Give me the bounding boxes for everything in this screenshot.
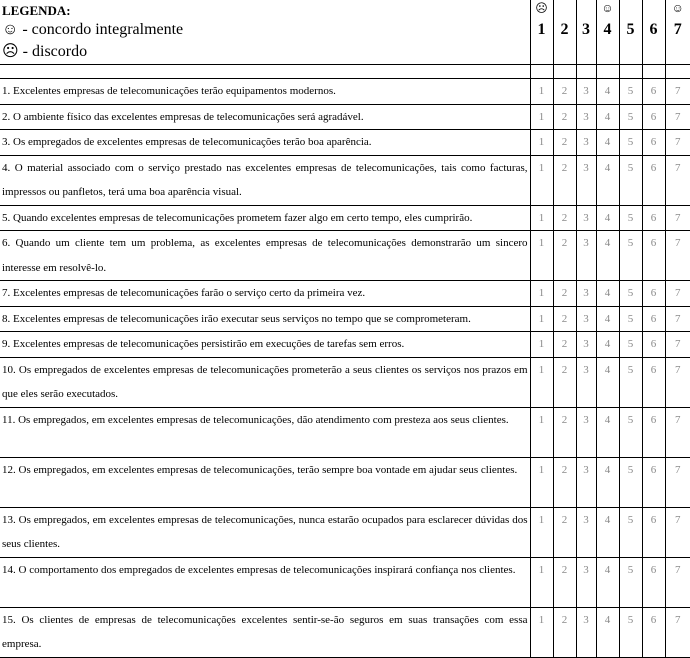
rating-option-5[interactable]: 5 [619,155,642,205]
rating-option-2[interactable]: 2 [553,155,576,205]
rating-option-1[interactable]: 1 [530,407,553,457]
sad-face-icon: ☹ [531,1,553,15]
rating-option-1[interactable]: 1 [530,79,553,105]
question-row [0,104,690,130]
question-row [0,79,690,105]
legend-disagree: ☹ - discordo [2,41,527,63]
rating-option-5[interactable]: 5 [619,507,642,557]
rating-option-3[interactable]: 3 [576,130,596,156]
rating-option-6[interactable]: 6 [642,407,665,457]
rating-option-7[interactable]: 7 [665,155,690,205]
rating-option-1[interactable]: 1 [530,231,553,281]
rating-option-5[interactable]: 5 [619,407,642,457]
rating-option-5[interactable]: 5 [619,557,642,607]
rating-option-6[interactable]: 6 [642,357,665,407]
rating-option-4[interactable]: 4 [596,155,619,205]
rating-option-7[interactable]: 7 [665,457,690,507]
rating-option-2[interactable]: 2 [553,281,576,307]
rating-option-5[interactable]: 5 [619,104,642,130]
rating-option-7[interactable]: 7 [665,407,690,457]
rating-option-3[interactable]: 3 [576,407,596,457]
rating-option-6[interactable]: 6 [642,79,665,105]
rating-option-3[interactable]: 3 [576,607,596,657]
rating-option-6[interactable]: 6 [642,507,665,557]
scale-header-5: 5 [619,0,642,65]
rating-option-6[interactable]: 6 [642,205,665,231]
rating-option-2[interactable]: 2 [553,79,576,105]
question-text: 12. Os empregados, em excelentes empresas de telecomunicações, terão sempre boa vontade em ajudar seus clientes. [0,457,530,507]
rating-option-4[interactable]: 4 [596,306,619,332]
question-text: 7. Excelentes empresas de telecomunicações farão o serviço certo da primeira vez. [0,281,530,307]
rating-option-4[interactable]: 4 [596,231,619,281]
rating-option-4[interactable]: 4 [596,607,619,657]
rating-option-3[interactable]: 3 [576,79,596,105]
question-row [0,357,690,407]
question-row [0,557,690,607]
rating-option-7[interactable]: 7 [665,130,690,156]
rating-option-1[interactable]: 1 [530,104,553,130]
legend-title: LEGENDA: [2,2,527,19]
rating-option-2[interactable]: 2 [553,557,576,607]
rating-option-3[interactable]: 3 [576,507,596,557]
rating-option-7[interactable]: 7 [665,79,690,105]
rating-option-1[interactable]: 1 [530,607,553,657]
rating-option-5[interactable]: 5 [619,231,642,281]
rating-option-4[interactable]: 4 [596,104,619,130]
question-row [0,205,690,231]
question-text: 9. Excelentes empresas de telecomunicações persistirão em execuções de tarefas sem erros. [0,332,530,358]
rating-option-5[interactable]: 5 [619,457,642,507]
rating-option-7[interactable]: 7 [665,557,690,607]
scale-header-7: ☺ 7 [665,0,690,65]
rating-option-1[interactable]: 1 [530,281,553,307]
question-text: 3. Os empregados de excelentes empresas de telecomunicações terão boa aparência. [0,130,530,156]
rating-option-3[interactable]: 3 [576,231,596,281]
rating-option-1[interactable]: 1 [530,130,553,156]
question-row [0,281,690,307]
rating-option-2[interactable]: 2 [553,407,576,457]
rating-option-3[interactable]: 3 [576,155,596,205]
scale-header-6: 6 [642,0,665,65]
rating-option-1[interactable]: 1 [530,306,553,332]
rating-option-4[interactable]: 4 [596,407,619,457]
rating-option-1[interactable]: 1 [530,155,553,205]
rating-option-4[interactable]: 4 [596,457,619,507]
rating-option-5[interactable]: 5 [619,607,642,657]
question-text: 8. Excelentes empresas de telecomunicações irão executar seus serviços no tempo que se comprometeram. [0,306,530,332]
question-row [0,457,690,507]
rating-option-2[interactable]: 2 [553,357,576,407]
question-text: 13. Os empregados, em excelentes empresas de telecomunicações, nunca estarão ocupados para esclarecer dúvidas dos seus clientes. [0,507,530,557]
rating-option-3[interactable]: 3 [576,306,596,332]
question-row [0,231,690,281]
question-row [0,507,690,557]
rating-option-3[interactable]: 3 [576,457,596,507]
legend [0,0,530,65]
question-row [0,607,690,657]
question-text: 10. Os empregados de excelentes empresas de telecomunicações prometerão a seus clientes os serviços nos prazos em que eles serão executados. [0,357,530,407]
rating-option-4[interactable]: 4 [596,281,619,307]
rating-option-1[interactable]: 1 [530,332,553,358]
scale-header-4: ☺ 4 [596,0,619,65]
question-row [0,332,690,358]
rating-option-2[interactable]: 2 [553,457,576,507]
scale-header-1: ☹ 1 [530,0,553,65]
rating-option-2[interactable]: 2 [553,607,576,657]
rating-option-4[interactable]: 4 [596,557,619,607]
header-row [0,0,690,65]
rating-option-5[interactable]: 5 [619,332,642,358]
rating-option-1[interactable]: 1 [530,507,553,557]
rating-option-4[interactable]: 4 [596,130,619,156]
rating-option-6[interactable]: 6 [642,332,665,358]
rating-option-2[interactable]: 2 [553,332,576,358]
question-text: 15. Os clientes de empresas de telecomunicações excelentes sentir-se-ão seguros em suas transações com essa empresa. [0,607,530,657]
rating-option-5[interactable]: 5 [619,306,642,332]
rating-option-7[interactable]: 7 [665,306,690,332]
rating-option-2[interactable]: 2 [553,205,576,231]
scale-header-2: 2 [553,0,576,65]
rating-option-6[interactable]: 6 [642,231,665,281]
spacer-row [0,65,690,79]
rating-option-2[interactable]: 2 [553,130,576,156]
question-row [0,407,690,457]
question-row [0,130,690,156]
rating-option-6[interactable]: 6 [642,457,665,507]
rating-option-7[interactable]: 7 [665,357,690,407]
rating-option-1[interactable]: 1 [530,357,553,407]
question-text: 11. Os empregados, em excelentes empresas de telecomunicações, dão atendimento com presteza aos seus clientes. [0,407,530,457]
rating-option-2[interactable]: 2 [553,306,576,332]
rating-option-4[interactable]: 4 [596,205,619,231]
question-text: 1. Excelentes empresas de telecomunicações terão equipamentos modernos. [0,79,530,105]
rating-option-7[interactable]: 7 [665,231,690,281]
rating-option-5[interactable]: 5 [619,281,642,307]
rating-option-1[interactable]: 1 [530,557,553,607]
rating-option-6[interactable]: 6 [642,155,665,205]
rating-option-3[interactable]: 3 [576,281,596,307]
question-text: 14. O comportamento dos empregados de excelentes empresas de telecomunicações inspirará confiança nos clientes. [0,557,530,607]
rating-option-1[interactable]: 1 [530,457,553,507]
rating-option-6[interactable]: 6 [642,557,665,607]
rating-option-3[interactable]: 3 [576,332,596,358]
rating-option-3[interactable]: 3 [576,357,596,407]
rating-option-6[interactable]: 6 [642,130,665,156]
question-text: 6. Quando um cliente tem um problema, as excelentes empresas de telecomunicações demonstrarão um sincero interesse em resolvê-lo. [0,231,530,281]
rating-option-5[interactable]: 5 [619,357,642,407]
smiley-face-icon: ☺ [597,1,619,15]
rating-option-5[interactable]: 5 [619,205,642,231]
rating-option-2[interactable]: 2 [553,104,576,130]
rating-option-2[interactable]: 2 [553,231,576,281]
legend-agree: ☺ - concordo integralmente [2,19,527,41]
rating-option-5[interactable]: 5 [619,79,642,105]
rating-option-7[interactable]: 7 [665,205,690,231]
rating-option-7[interactable]: 7 [665,507,690,557]
rating-option-7[interactable]: 7 [665,104,690,130]
question-text: 5. Quando excelentes empresas de telecomunicações prometem fazer algo em certo tempo, eles cumprirão. [0,205,530,231]
rating-option-3[interactable]: 3 [576,205,596,231]
rating-option-6[interactable]: 6 [642,306,665,332]
question-text: 2. O ambiente físico das excelentes empresas de telecomunicações será agradável. [0,104,530,130]
rating-option-6[interactable]: 6 [642,607,665,657]
question-text: 4. O material associado com o serviço prestado nas excelentes empresas de telecomunicações, tais como facturas, impressos ou panfletos, terá uma boa aparência visual. [0,155,530,205]
rating-option-4[interactable]: 4 [596,507,619,557]
rating-option-7[interactable]: 7 [665,607,690,657]
rating-option-3[interactable]: 3 [576,104,596,130]
rating-option-1[interactable]: 1 [530,205,553,231]
rating-option-6[interactable]: 6 [642,281,665,307]
rating-option-6[interactable]: 6 [642,104,665,130]
happy-face-icon: ☺ [666,1,690,15]
scale-header-3: 3 [576,0,596,65]
rating-option-7[interactable]: 7 [665,332,690,358]
rating-option-7[interactable]: 7 [665,281,690,307]
rating-option-5[interactable]: 5 [619,130,642,156]
rating-option-4[interactable]: 4 [596,79,619,105]
question-row [0,306,690,332]
rating-option-4[interactable]: 4 [596,357,619,407]
rating-option-2[interactable]: 2 [553,507,576,557]
rating-option-4[interactable]: 4 [596,332,619,358]
question-row [0,155,690,205]
rating-option-3[interactable]: 3 [576,557,596,607]
